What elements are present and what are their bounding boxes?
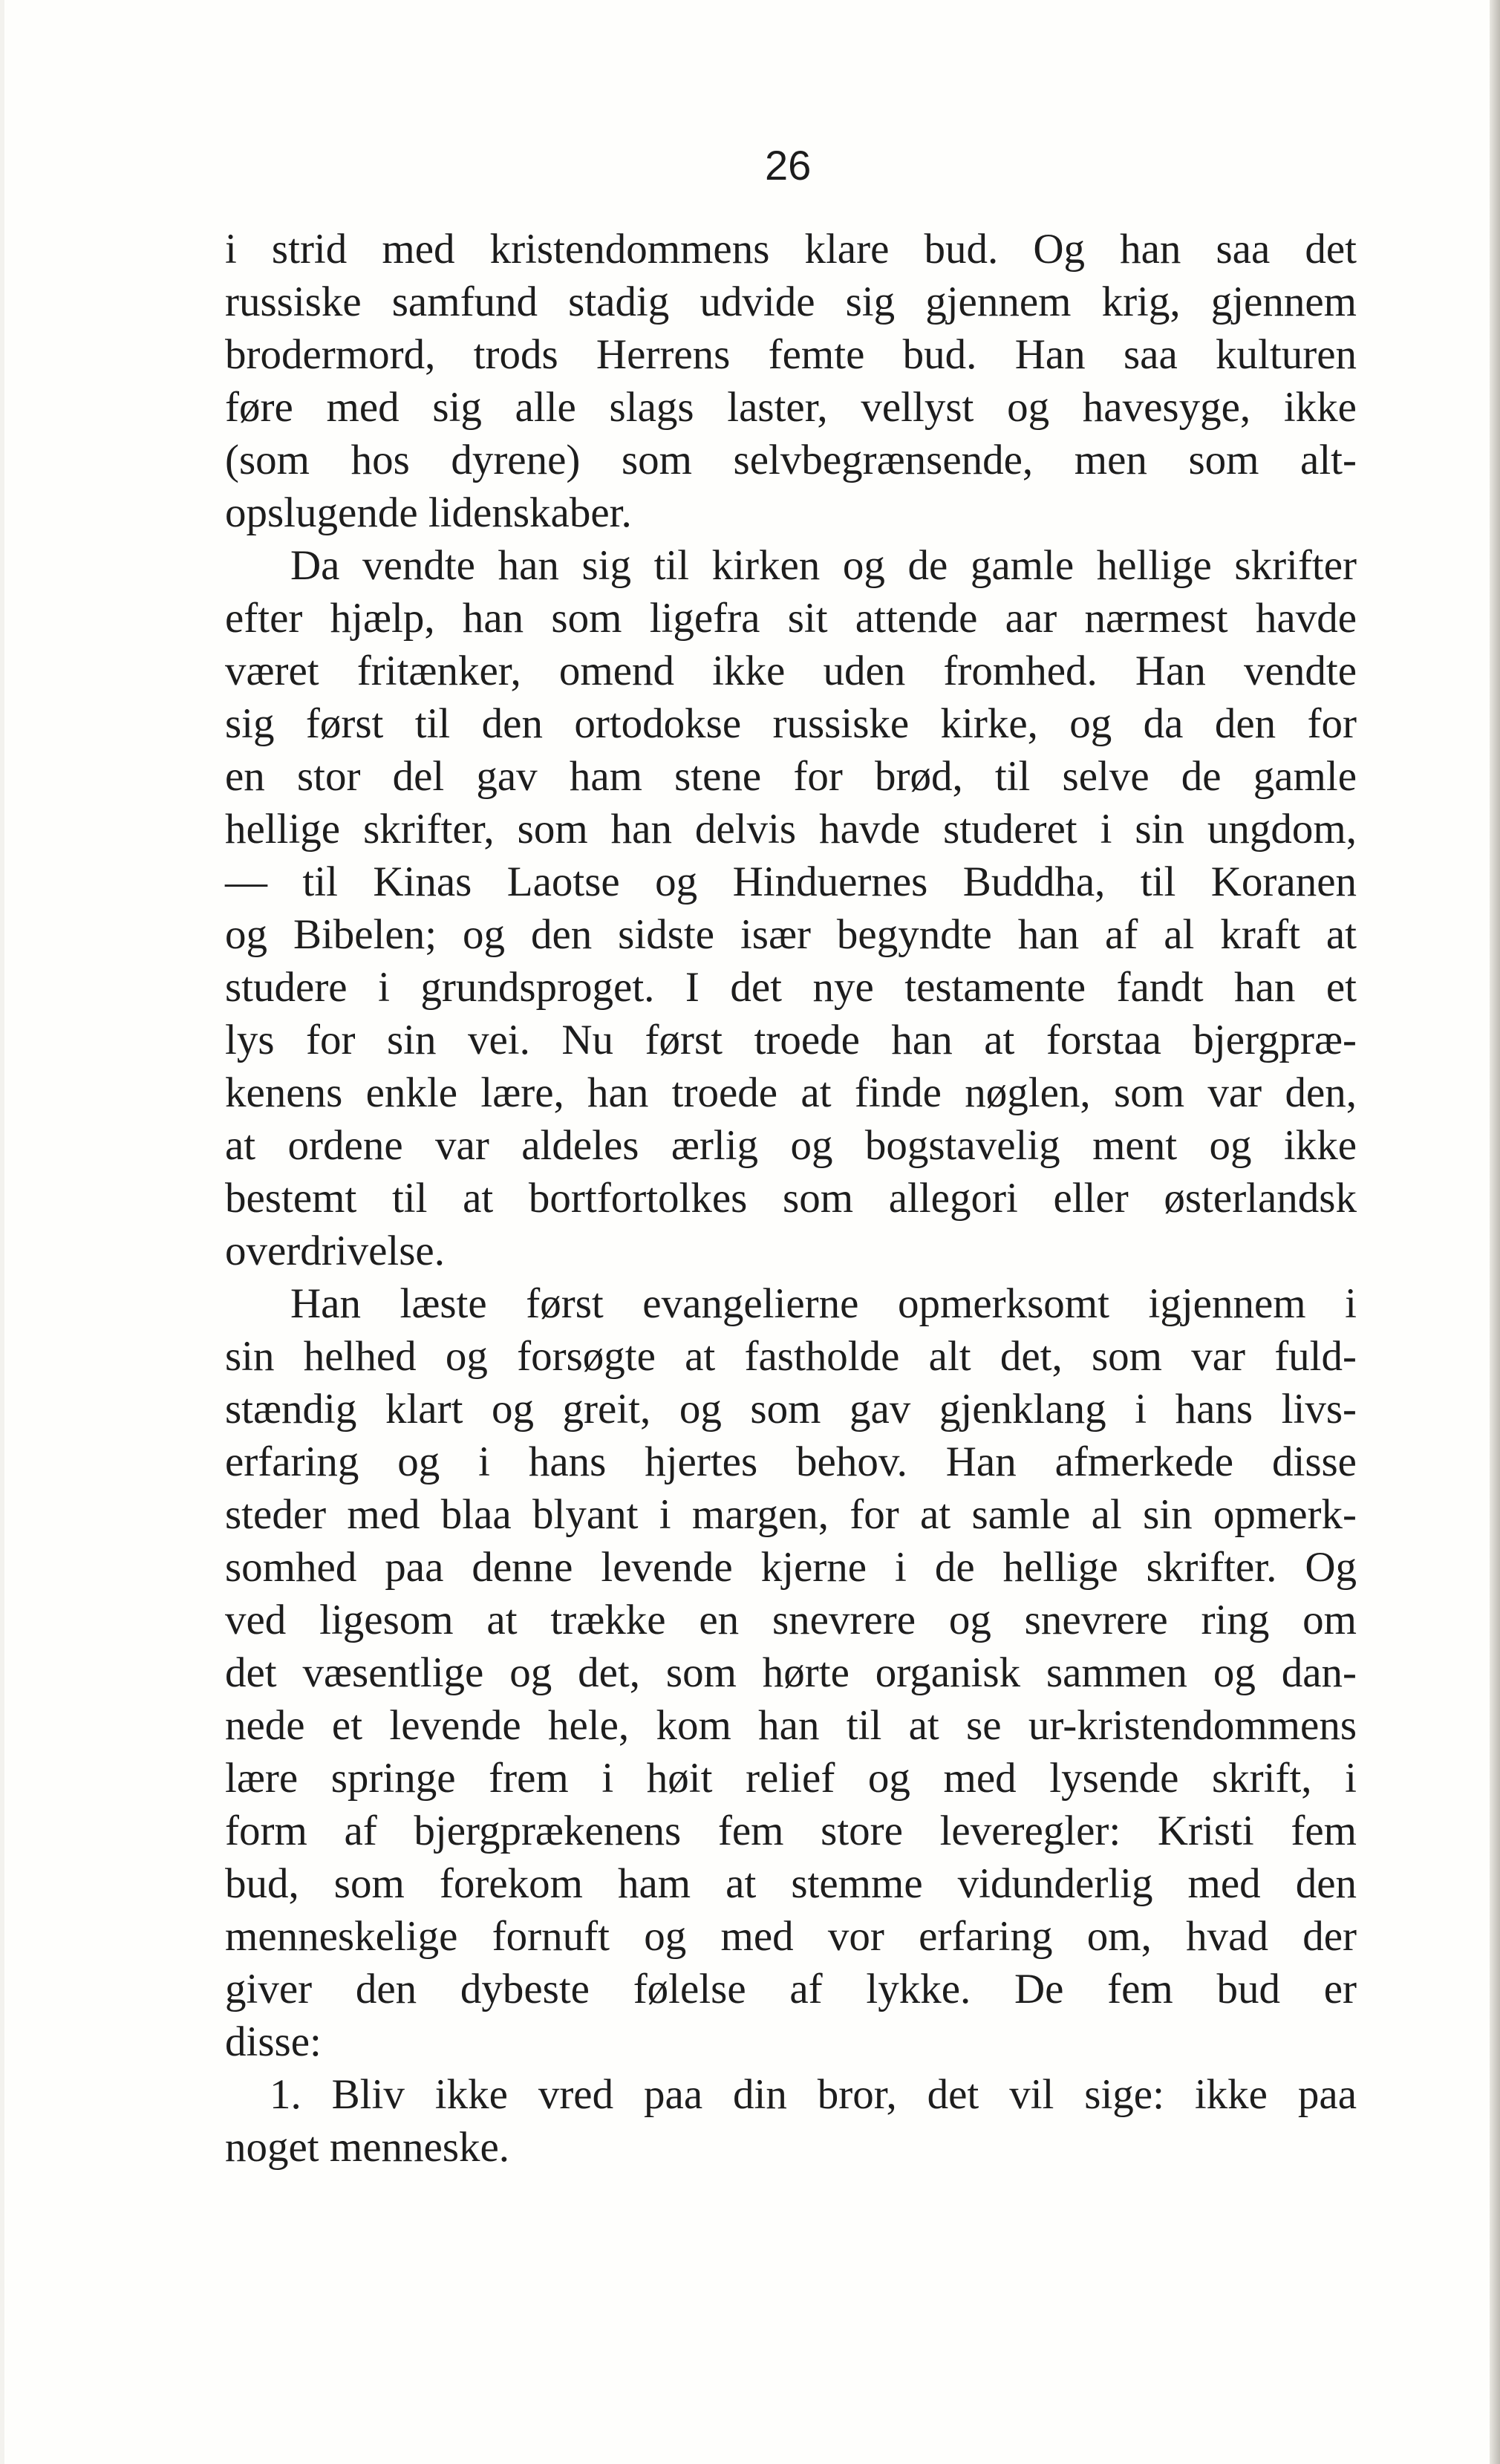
page-right-edge (1490, 0, 1500, 2464)
text-line: føre med sig alle slags laster, vellyst og havesyge, ikke (225, 384, 1357, 431)
paragraph (225, 223, 1357, 539)
text-line: bestemt til at bortfortolkes som allegori eller østerlandsk (225, 1175, 1357, 1222)
numbered-item (225, 2068, 1357, 2174)
text-line: somhed paa denne levende kjerne i de hellige skrifter. Og (225, 1544, 1357, 1591)
text-line: sin helhed og forsøgte at fastholde alt det, som var fuld- (225, 1333, 1357, 1380)
text-line: russiske samfund stadig udvide sig gjennem krig, gjennem (225, 278, 1357, 325)
paragraph (225, 539, 1357, 1277)
text-line: stændig klart og greit, og som gav gjenklang i hans livs- (225, 1386, 1357, 1433)
text-line: steder med blaa blyant i margen, for at samle al sin opmerk- (225, 1491, 1357, 1538)
text-line: menneskelige fornuft og med vor erfaring om, hvad der (225, 1913, 1357, 1960)
text-line: bud, som forekom ham at stemme vidunderlig med den (225, 1860, 1357, 1907)
text-line: giver den dybeste følelse af lykke. De fem bud er (225, 1966, 1357, 2012)
text-line: efter hjælp, han som ligefra sit attende aar nærmest havde (225, 595, 1357, 642)
text-line: kenens enkle lære, han troede at finde nøglen, som var den, (225, 1069, 1357, 1116)
text-line: sig først til den ortodokse russiske kirke, og da den for (225, 700, 1357, 747)
body-text (225, 223, 1357, 2174)
text-line: disse: (225, 2018, 322, 2065)
text-line: en stor del gav ham stene for brød, til selve de gamle (225, 753, 1357, 800)
text-line: erfaring og i hans hjertes behov. Han afmerkede disse (225, 1438, 1357, 1485)
text-line: (som hos dyrene) som selvbegrænsende, men som alt- (225, 437, 1357, 483)
text-line: at ordene var aldeles ærlig og bogstavelig ment og ikke (225, 1122, 1357, 1169)
text-line: været fritænker, omend ikke uden fromhed. Han vendte (225, 648, 1357, 694)
text-line: i strid med kristendommens klare bud. Og han saa det (225, 226, 1357, 273)
text-line: lære springe frem i høit relief og med lysende skrift, i (225, 1755, 1357, 1802)
text-line: ved ligesom at trække en snevrere og snevrere ring om (225, 1597, 1357, 1643)
text-line: Da vendte han sig til kirken og de gamle hellige skrifter (290, 542, 1357, 589)
text-line: opslugende lidenskaber. (225, 489, 632, 536)
text-line: brodermord, trods Herrens femte bud. Han saa kulturen (225, 331, 1357, 378)
text-line: form af bjergprækenens fem store leveregler: Kristi fem (225, 1808, 1357, 1854)
text-line: 1. Bliv ikke vred paa din bror, det vil sige: ikke paa (270, 2071, 1357, 2118)
text-line: studere i grundsproget. I det nye testamente fandt han et (225, 964, 1357, 1011)
text-line: lys for sin vei. Nu først troede han at forstaa bjergpræ- (225, 1017, 1357, 1063)
text-line: hellige skrifter, som han delvis havde studeret i sin ungdom, (225, 806, 1357, 853)
text-line: noget menneske. (225, 2124, 510, 2171)
page-number: 26 (765, 142, 812, 189)
page-left-edge (0, 0, 4, 2464)
text-line: det væsentlige og det, som hørte organisk sammen og dan- (225, 1649, 1357, 1696)
text-line: og Bibelen; og den sidste især begyndte han af al kraft at (225, 911, 1357, 958)
text-line: Han læste først evangelierne opmerksomt igjennem i (290, 1280, 1357, 1327)
paragraph (225, 1277, 1357, 2068)
text-line: — til Kinas Laotse og Hinduernes Buddha, til Koranen (225, 858, 1357, 905)
text-line: nede et levende hele, kom han til at se ur-kristendommens (225, 1702, 1357, 1749)
text-line: overdrivelse. (225, 1228, 445, 1274)
